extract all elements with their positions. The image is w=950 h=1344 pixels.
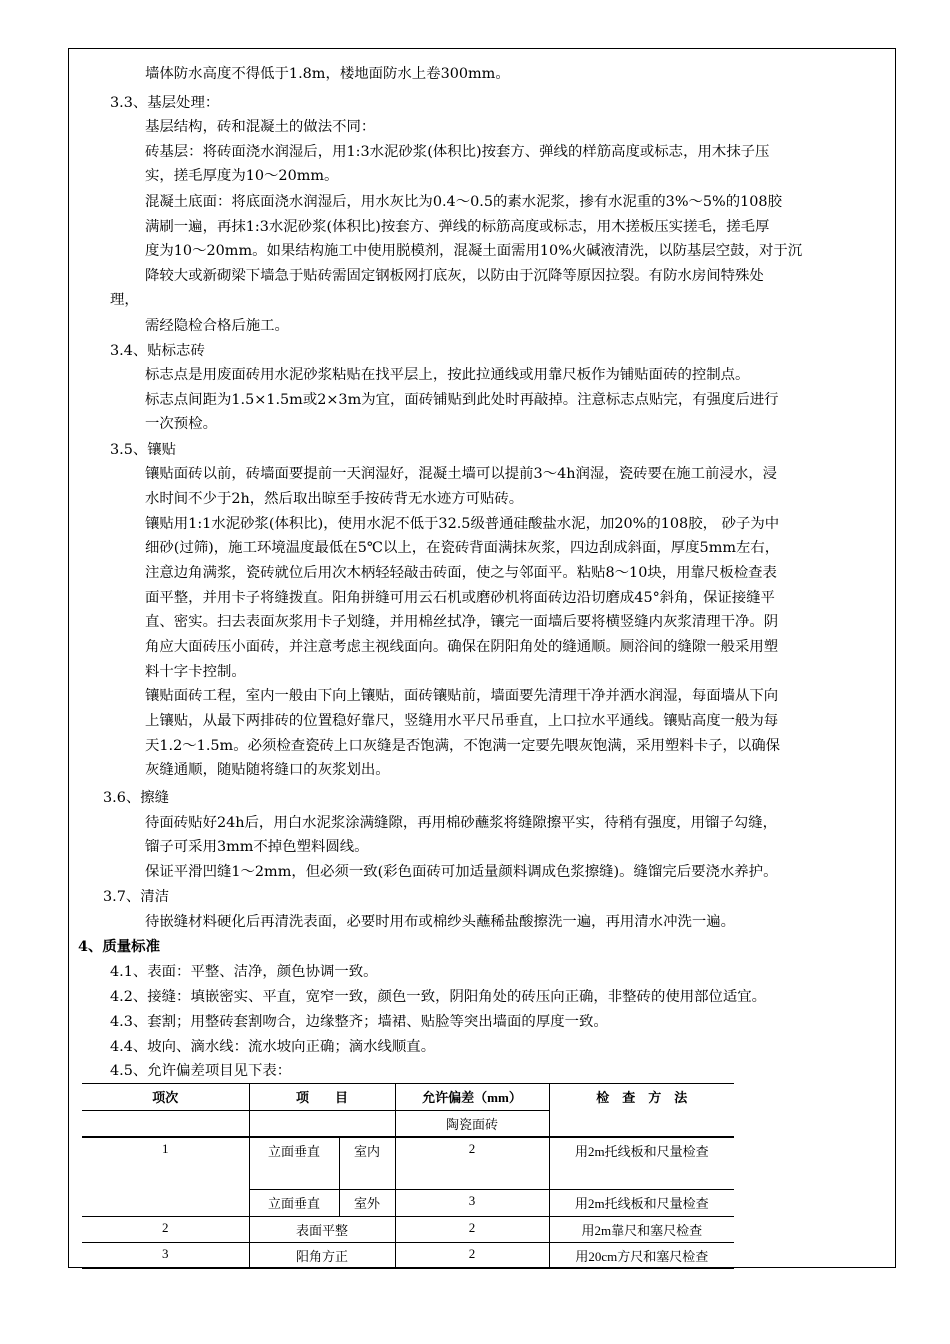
row-index: 2 [82, 1216, 249, 1242]
row-method: 用2m托线板和尺量检查 [549, 1189, 734, 1216]
section-heading: 3.5、镶贴 [110, 442, 177, 458]
header-material: 陶瓷面砖 [395, 1111, 549, 1138]
text-line: 砖基层：将砖面浇水润湿后，用1:3水泥砂浆(体积比)按套方、弹线的样筋高度或标志，用木抹子压 [145, 144, 770, 160]
header-method: 检 查 方 法 [549, 1084, 734, 1138]
text-line: 上镶贴，从最下两排砖的位置稳好靠尺，竖缝用水平尺吊垂直，上口拉水平通线。镶贴高度一般为每 [145, 713, 779, 729]
text-line: 镶贴面砖工程，室内一般由下向上镶贴，面砖镶贴前，墙面要先清理干净并洒水润湿，每面墙从下向 [145, 688, 779, 704]
text-line: 直、密实。扫去表面灰浆用卡子划缝，并用棉丝拭净，镶完一面墙后要将横竖缝内灰浆清理干净。阴 [145, 614, 779, 630]
header-index: 项次 [82, 1084, 249, 1111]
row-tolerance: 2 [395, 1137, 549, 1189]
quality-item: 4.5、允许偏差项目见下表： [110, 1063, 292, 1079]
text-line: 注意边角满浆，瓷砖就位后用次木柄轻轻敲击砖面，使之与邻面平。粘贴8～10块，用靠尺板检查表 [145, 565, 777, 581]
text-line: 混凝土底面：将底面浇水润湿后，用水灰比为0.4～0.5的素水泥浆，掺有水泥重的3%～5%的108胶 [145, 194, 782, 210]
text-line: 待嵌缝材料硬化后再清洗表面，必要时用布或棉纱头蘸稀盐酸擦洗一遍，再用清水冲洗一遍。 [145, 914, 736, 930]
text-line: 待面砖贴好24h后，用白水泥浆涂满缝隙，再用棉砂蘸浆将缝隙擦平实，待稍有强度，用镏子勾缝， [145, 815, 777, 831]
section-heading: 3.7、清洁 [103, 889, 170, 905]
row-tolerance: 2 [395, 1242, 549, 1268]
quality-item: 4.4、坡向、滴水线：流水坡向正确；滴水线顺直。 [110, 1039, 436, 1055]
row-subitem: 室内 [339, 1137, 395, 1189]
text-line: 标志点间距为1.5×1.5m或2×3m为宜，面砖铺贴到此处时再敲掉。注意标志点贴完，有强度后进行 [145, 392, 779, 408]
row-subitem: 室外 [339, 1189, 395, 1216]
text-line: 镏子可采用3mm不掉色塑料圆线。 [145, 839, 369, 855]
text-line: 天1.2～1.5m。必须检查瓷砖上口灰缝是否饱满，不饱满一定要先喂灰饱满，采用塑料卡子，以确保 [145, 738, 781, 754]
text-line: 角应大面砖压小面砖，并注意考虑主视线面向。确保在阴阳角处的缝通顺。厕浴间的缝隙一般采用塑 [145, 639, 779, 655]
quality-item: 4.2、接缝：填嵌密实、平直，宽窄一致，颜色一致，阴阳角处的砖压向正确，非整砖的使用部位适宜。 [110, 989, 767, 1005]
text-line: 保证平滑凹缝1～2mm，但必须一致(彩色面砖可加适量颜料调成色浆擦缝)。缝馏完后要浇水养护。 [145, 864, 778, 880]
row-item: 立面垂直 [249, 1189, 339, 1216]
text-line: 面平整，并用卡子将缝拨直。阳角拼缝可用云石机或磨砂机将面砖边沿切磨成45°斜角，保证接缝平 [145, 590, 775, 606]
row-tolerance: 2 [395, 1216, 549, 1242]
row-index: 1 [82, 1137, 249, 1216]
row-index: 3 [82, 1242, 249, 1268]
text-line: 理， [110, 292, 139, 308]
text-line: 需经隐检合格后施工。 [145, 318, 289, 334]
row-item: 表面平整 [249, 1216, 395, 1242]
text-line: 镶贴用1:1水泥砂浆(体积比)，使用水泥不低于32.5级普通硅酸盐水泥，加20%的108胶， 砂子为中 [145, 516, 780, 532]
row-method: 用20cm方尺和塞尺检查 [549, 1242, 734, 1268]
text-line: 满刷一遍，再抹1:3水泥砂浆(体积比)按套方、弹线的标筋高度或标志，用木搓板压实搓毛，搓毛厚 [145, 219, 770, 235]
quality-item: 4.3、套割；用整砖套割吻合，边缘整齐；墙裙、贴脸等突出墙面的厚度一致。 [110, 1014, 608, 1030]
header-tolerance: 允许偏差（mm） [395, 1084, 549, 1111]
text-line: 一次预检。 [145, 416, 217, 432]
text-line: 降较大或新砌梁下墙急于贴砖需固定钢板网打底灰，以防由于沉降等原因拉裂。有防水房间特殊处 [145, 268, 764, 284]
text-line: 料十字卡控制。 [145, 664, 246, 680]
text-line: 水时间不少于2h，然后取出晾至手按砖背无水迹方可贴砖。 [145, 491, 524, 507]
row-item: 阳角方正 [249, 1242, 395, 1268]
row-item: 立面垂直 [249, 1137, 339, 1189]
row-tolerance: 3 [395, 1189, 549, 1216]
text-line: 细砂(过筛)，施工环境温度最低在5℃以上，在瓷砖背面满抹灰浆，四边刮成斜面，厚度5mm左右， [145, 540, 780, 556]
text-line: 实，搓毛厚度为10～20mm。 [145, 168, 339, 184]
text-line: 度为10～20mm。如果结构施工中使用脱模剂，混凝土面需用10%火碱液清洗，以防基层空鼓，对于沉 [145, 243, 803, 259]
section-heading: 3.3、基层处理： [110, 95, 220, 111]
tolerance-table [82, 1083, 734, 1269]
section-heading: 3.6、擦缝 [103, 790, 170, 806]
text-line: 镶贴面砖以前，砖墙面要提前一天润湿好，混凝土墙可以提前3～4h润湿，瓷砖要在施工前浸水，浸 [145, 466, 777, 482]
chapter-heading: 4、质量标准 [78, 938, 160, 955]
text-line: 基层结构，砖和混凝土的做法不同： [145, 119, 376, 135]
section-heading: 3.4、贴标志砖 [110, 343, 205, 359]
text-line: 灰缝通顺，随贴随将缝口的灰浆划出。 [145, 762, 390, 778]
text-line: 墙体防水高度不得低于1.8m，楼地面防水上卷300mm。 [145, 66, 510, 82]
header-item: 项 目 [249, 1084, 395, 1111]
quality-item: 4.1、表面：平整、洁净，颜色协调一致。 [110, 964, 378, 980]
text-line: 标志点是用废面砖用水泥砂浆粘贴在找平层上，按此拉通线或用靠尺板作为铺贴面砖的控制点。 [145, 367, 750, 383]
row-method: 用2m托线板和尺量检查 [549, 1137, 734, 1189]
row-method: 用2m靠尺和塞尺检查 [549, 1216, 734, 1242]
